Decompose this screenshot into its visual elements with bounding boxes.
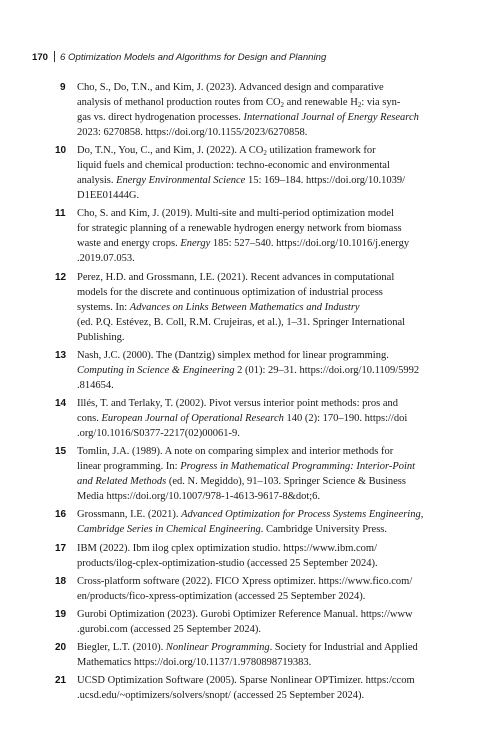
reference-line bbox=[77, 489, 452, 504]
reference-text: linear programming. In: bbox=[77, 461, 181, 473]
page-number: 170 bbox=[32, 52, 49, 63]
reference-number: 13 bbox=[55, 349, 67, 361]
reference-item bbox=[55, 396, 452, 441]
reference-item bbox=[55, 270, 452, 345]
reference-text: .814654. bbox=[77, 379, 114, 391]
reference-line bbox=[77, 125, 452, 140]
reference-text: IBM (2022). Ibm ilog cplex optimization studio. https://www.ibm.com/ bbox=[77, 542, 378, 554]
reference-text: for strategic planning of a renewable hydrogen energy network from biomass bbox=[77, 223, 402, 235]
reference-line bbox=[77, 143, 452, 158]
reference-item bbox=[55, 206, 452, 266]
reference-number: 10 bbox=[55, 145, 67, 157]
reference-line bbox=[77, 655, 452, 670]
reference-text: Tomlin, J.A. (1989). A note on comparing simplex and interior methods for bbox=[77, 446, 394, 458]
reference-item bbox=[55, 348, 452, 393]
reference-line bbox=[77, 507, 452, 522]
reference-text: systems. In: bbox=[77, 301, 130, 313]
reference-line bbox=[77, 95, 452, 110]
reference-text: Biegler, L.T. (2010). bbox=[77, 642, 166, 654]
reference-line bbox=[77, 80, 452, 95]
reference-text: gas vs. direct hydrogenation processes. bbox=[77, 112, 244, 123]
reference-number: 16 bbox=[55, 509, 67, 521]
reference-text: 2023: 6270858. https://doi.org/10.1155/2023/6270858. bbox=[77, 127, 308, 138]
reference-number: 21 bbox=[55, 675, 67, 687]
reference-text: Cho, S., Do, T.N., and Kim, J. (2023). Advanced design and comparative bbox=[77, 82, 384, 93]
reference-italic-text: Progress in Mathematical Programming: Interior-Point bbox=[180, 461, 416, 473]
reference-line bbox=[77, 300, 452, 315]
reference-text: . Cambridge University Press. bbox=[260, 524, 388, 536]
reference-text: 185: 527–540. https://doi.org/10.1016/j.energy bbox=[210, 238, 410, 250]
reference-text: en/products/fico-xpress-optimization (accessed 25 September 2024). bbox=[77, 590, 366, 602]
reference-text: UCSD Optimization Software (2005). Sparse Nonlinear OPTimizer. https:/ccom bbox=[77, 675, 415, 687]
reference-text: Publishing. bbox=[77, 331, 125, 343]
reference-item bbox=[55, 507, 452, 537]
reference-line bbox=[77, 378, 452, 393]
reference-italic-text: Energy Environmental Science bbox=[116, 175, 246, 187]
reference-number: 12 bbox=[55, 271, 67, 283]
reference-italic-text: European Journal of Operational Research bbox=[101, 412, 284, 424]
reference-text: .2019.07.053. bbox=[77, 253, 135, 265]
reference-italic-text: Advances on Links Between Mathematics and Industry bbox=[129, 301, 360, 313]
reference-italic-text: Cambridge Series in Chemical Engineering bbox=[77, 524, 261, 536]
reference-number: 14 bbox=[55, 397, 67, 409]
reference-text: Gurobi Optimization (2023). Gurobi Optimizer Reference Manual. https://www bbox=[77, 608, 413, 620]
reference-line bbox=[77, 541, 452, 556]
reference-item bbox=[60, 80, 452, 140]
reference-line bbox=[77, 315, 452, 330]
reference-item bbox=[55, 640, 452, 670]
reference-number: 19 bbox=[55, 608, 67, 620]
reference-text: Perez, H.D. and Grossmann, I.E. (2021). Recent advances in computational bbox=[77, 271, 395, 283]
reference-text: analysis of methanol production routes from CO bbox=[77, 97, 281, 108]
reference-text: and renewable H bbox=[284, 97, 358, 108]
reference-italic-text: and Related Methods bbox=[77, 476, 167, 488]
reference-item bbox=[55, 607, 452, 637]
reference-text: Media https://doi.org/10.1007/978-1-4613-9617-8&dot;6. bbox=[77, 491, 321, 503]
reference-line bbox=[77, 221, 452, 236]
reference-number: 15 bbox=[55, 446, 67, 458]
subscript-text: 2 bbox=[280, 101, 285, 109]
reference-line bbox=[77, 396, 452, 411]
reference-line bbox=[77, 411, 452, 426]
reference-text: 2 (01): 29–31. https://doi.org/10.1109/5992 bbox=[234, 364, 420, 376]
reference-text: waste and energy crops. bbox=[77, 238, 181, 250]
reference-list bbox=[55, 80, 452, 706]
reference-line bbox=[77, 236, 452, 251]
reference-text: 140 (2): 170–190. https://doi bbox=[283, 412, 408, 424]
chapter-title: 6 Optimization Models and Algorithms for Design and Planning bbox=[60, 52, 327, 63]
subscript-text: 2 bbox=[357, 101, 362, 109]
reference-line bbox=[77, 270, 452, 285]
reference-line bbox=[77, 640, 452, 655]
reference-line bbox=[77, 426, 452, 441]
reference-line bbox=[77, 607, 452, 622]
reference-line bbox=[77, 459, 452, 474]
reference-text: .org/10.1016/S0377-2217(02)00061-9. bbox=[77, 427, 240, 439]
reference-text: . Society for Industrial and Applied bbox=[269, 642, 418, 654]
reference-number: 17 bbox=[55, 542, 67, 554]
reference-line bbox=[77, 688, 452, 703]
reference-line bbox=[77, 330, 452, 345]
reference-text: Cho, S. and Kim, J. (2019). Multi-site and multi-period optimization model bbox=[77, 208, 395, 220]
reference-text: products/ilog-cplex-optimization-studio (accessed 25 September 2024). bbox=[77, 557, 378, 569]
reference-number: 18 bbox=[55, 575, 67, 587]
reference-text: (ed. P.Q. Estévez, B. Coll, R.M. Crujeiras, et al.), 1–31. Springer International bbox=[77, 316, 406, 328]
reference-number: 11 bbox=[55, 208, 66, 220]
reference-line bbox=[77, 363, 452, 378]
reference-text: Do, T.N., You, C., and Kim, J. (2022). A CO bbox=[77, 145, 264, 157]
header-separator bbox=[54, 51, 55, 62]
reference-text: Grossmann, I.E. (2021). bbox=[77, 509, 182, 521]
reference-text: Cross-platform software (2022). FICO Xpress optimizer. https://www.fico.com/ bbox=[77, 575, 413, 587]
reference-text: (ed. N. Megiddo), 91–103. Springer Science & Business bbox=[166, 476, 406, 488]
reference-line bbox=[77, 474, 452, 489]
reference-line bbox=[77, 556, 452, 571]
reference-item bbox=[55, 673, 452, 703]
reference-italic-text: Computing in Science & Engineering bbox=[77, 364, 235, 376]
reference-line bbox=[77, 622, 452, 637]
reference-text: analysis. bbox=[77, 175, 117, 187]
reference-text: .gurobi.com (accessed 25 September 2024). bbox=[77, 623, 261, 635]
reference-item bbox=[55, 574, 452, 604]
reference-text: liquid fuels and chemical production: techno-economic and environmental bbox=[77, 160, 390, 172]
reference-line bbox=[77, 348, 452, 363]
reference-text: : via syn- bbox=[361, 97, 401, 108]
reference-line bbox=[77, 673, 452, 688]
reference-text: cons. bbox=[77, 412, 102, 424]
reference-number: 20 bbox=[55, 642, 67, 654]
reference-line bbox=[77, 589, 452, 604]
reference-text: utilization framework for bbox=[266, 145, 376, 157]
reference-line bbox=[77, 158, 452, 173]
reference-italic-text: International Journal of Energy Research bbox=[243, 112, 419, 123]
reference-line bbox=[77, 173, 452, 188]
subscript-text: 2 bbox=[263, 149, 267, 158]
reference-line bbox=[77, 188, 452, 203]
reference-text: Illés, T. and Terlaky, T. (2002). Pivot versus interior point methods: pros and bbox=[77, 397, 399, 409]
reference-line bbox=[77, 206, 452, 221]
reference-text: Mathematics https://doi.org/10.1137/1.9780898719383. bbox=[77, 657, 312, 669]
reference-item bbox=[55, 541, 452, 571]
reference-line bbox=[77, 574, 452, 589]
reference-text: .ucsd.edu/~optimizers/solvers/snopt/ (accessed 25 September 2024). bbox=[77, 690, 365, 702]
reference-line bbox=[77, 251, 452, 266]
reference-text: D1EE01444G. bbox=[77, 190, 140, 202]
reference-italic-text: Nonlinear Programming bbox=[165, 642, 270, 654]
reference-line bbox=[77, 444, 452, 459]
running-header bbox=[32, 51, 472, 65]
reference-line bbox=[77, 522, 452, 537]
reference-item bbox=[55, 143, 452, 203]
reference-number: 9 bbox=[60, 82, 66, 93]
reference-line bbox=[77, 285, 452, 300]
reference-item bbox=[55, 444, 452, 504]
reference-text: 15: 169–184. https://doi.org/10.1039/ bbox=[245, 175, 405, 187]
reference-italic-text: Energy bbox=[180, 238, 211, 250]
reference-line bbox=[77, 110, 452, 125]
reference-text: Nash, J.C. (2000). The (Dantzig) simplex method for linear programming. bbox=[77, 349, 389, 361]
reference-italic-text: Advanced Optimization for Process Systems Engineering, bbox=[181, 509, 424, 521]
reference-text: models for the discrete and continuous optimization of industrial process bbox=[77, 286, 383, 298]
